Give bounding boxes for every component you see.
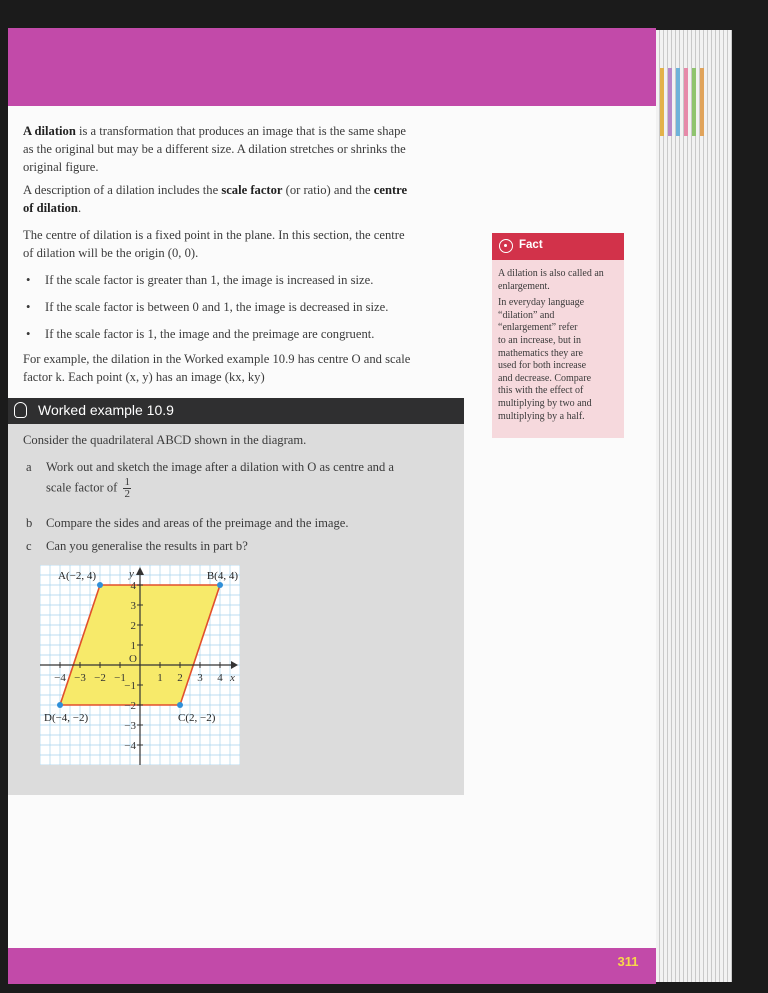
top-color-band <box>8 28 656 106</box>
vertex-point-c <box>177 702 183 708</box>
y-tick-label: 3 <box>130 600 136 612</box>
fact-box <box>492 233 624 438</box>
x-tick-label: 1 <box>157 672 163 684</box>
x-tick-label: −2 <box>94 672 106 684</box>
term-scale-factor: scale factor <box>221 183 283 197</box>
part-letter: a <box>26 460 32 474</box>
y-axis-label: y <box>129 568 134 580</box>
y-tick-label: −2 <box>124 700 136 712</box>
x-axis-label: x <box>230 672 235 684</box>
globe-icon <box>499 239 513 253</box>
x-tick-label: 4 <box>217 672 223 684</box>
x-tick-label: −3 <box>74 672 86 684</box>
intro-paragraph-1: A dilation is a transformation that produces an image that is the same shape as the original but may be a different size. A dilation stretches or shrinks the original figure. <box>23 124 406 174</box>
y-tick-label: −3 <box>124 720 136 732</box>
textbook-page: A dilation is a transformation that produces an image that is the same shape as the original but may be a different size. A dilation stretches or shrinks the original figure. A description of a dilation includes the scale factor (or ratio) and the centre of dilation. The centre of dilation is a fixed point in the plane. In this section, the centre of dilation will be the origin (0, 0). • If the scale factor is greater than 1, the image is increased in size. • If the scale factor is between 0 and 1, the image is decreased in size. • If the scale factor is 1, the image and the preimage are congruent. For example, the dilation in the Worked example 10.9 has centre O and scale factor k. Each point (x, y) has an image (kx, ky) Fact A dilation is also called an enlargement. In everyday language “dilation” and “enlargement” refer to an increase, but in mathematics they are used for both increase and decrease. Compare this with the effect of multiplying by two and multiplying by a half. Worked example 10.9 Consider the quadrilateral ABCD shown in the diagram. a Work out and sketch the image after a dilation with O as centre and a scale factor of $\frac{1}{2}$ b Compare the sides and areas of the preimage and the image. c Can you generalise the results in part b? x y O −4 −3 −2 −1 1 2 3 4 4 3 2 1 −1 −2 −3 −4 A(−2, 4) B(4, 4) C(2, −2) D(−4, −2) 311 <box>8 28 656 984</box>
vertex-label-b: B(4, 4) <box>206 570 238 582</box>
index-tab <box>676 68 680 136</box>
bottom-color-band <box>8 948 656 984</box>
x-tick-label: 3 <box>197 672 203 684</box>
intro-paragraph-3: The centre of dilation is a fixed point in the plane. In this section, the centre of dilation will be the origin (0, 0). <box>23 228 405 260</box>
index-tab <box>684 68 688 136</box>
vertex-point-d <box>57 702 63 708</box>
worked-example-title: Worked example 10.9 <box>38 402 174 418</box>
intro-paragraph-4: For example, the dilation in the Worked example 10.9 has centre O and scale factor k. Each point (x, y) has an image (kx, ky) <box>23 352 411 384</box>
vertex-label-c: C(2, −2) <box>178 712 216 724</box>
fact-title: Fact <box>519 239 543 251</box>
y-tick-label: −4 <box>124 740 136 752</box>
worked-example-intro: Consider the quadrilateral ABCD shown in the diagram. <box>23 433 307 447</box>
fraction-one-half: $\frac{1}{2}$ <box>124 476 130 500</box>
part-letter: c <box>26 539 32 553</box>
coordinate-graph <box>40 565 240 765</box>
x-tick-label: −1 <box>114 672 126 684</box>
part-b-text: Compare the sides and areas of the preimage and the image. <box>46 516 349 530</box>
part-letter: b <box>26 516 33 530</box>
part-c-text: Can you generalise the results in part b? <box>46 539 248 553</box>
term-dilation: A dilation <box>23 124 76 138</box>
index-tab <box>660 68 664 136</box>
origin-label: O <box>129 653 137 665</box>
x-tick-label: −4 <box>54 672 66 684</box>
page-edges <box>656 30 732 982</box>
fact-header <box>492 233 624 260</box>
vertex-label-d: D(−4, −2) <box>44 712 89 724</box>
term-centre-of-dilation: of dilation <box>23 201 78 215</box>
index-tab <box>668 68 672 136</box>
intro-paragraph-2: A description of a dilation includes the scale factor (or ratio) and the centre of dilation. <box>23 183 408 215</box>
index-tab <box>700 68 704 136</box>
index-tab <box>692 68 696 136</box>
page-number: 311 <box>617 954 639 969</box>
worked-example-header <box>8 398 464 424</box>
part-a-text: Work out and sketch the image after a dilation with O as centre and a <box>46 460 394 474</box>
vertex-label-a: A(−2, 4) <box>58 570 96 582</box>
vertex-point-b <box>217 582 223 588</box>
y-tick-label: 1 <box>130 640 136 652</box>
fact-body: A dilation is also called an enlargement. In everyday language “dilation” and “enlargement” refer to an increase, but in mathematics they are used for both increase and decrease. Compare this with the effect of multiplying by two and multiplying by a half. <box>498 268 604 422</box>
x-tick-label: 2 <box>177 672 183 684</box>
y-tick-label: 2 <box>130 620 136 632</box>
y-tick-label: −1 <box>124 680 136 692</box>
lightbulb-icon <box>14 402 27 418</box>
part-a-text-line2: scale factor of $\frac{1}{2}$ <box>46 476 130 500</box>
vertex-point-a <box>97 582 103 588</box>
y-tick-label: 4 <box>130 580 136 592</box>
worked-example-box <box>8 398 464 795</box>
